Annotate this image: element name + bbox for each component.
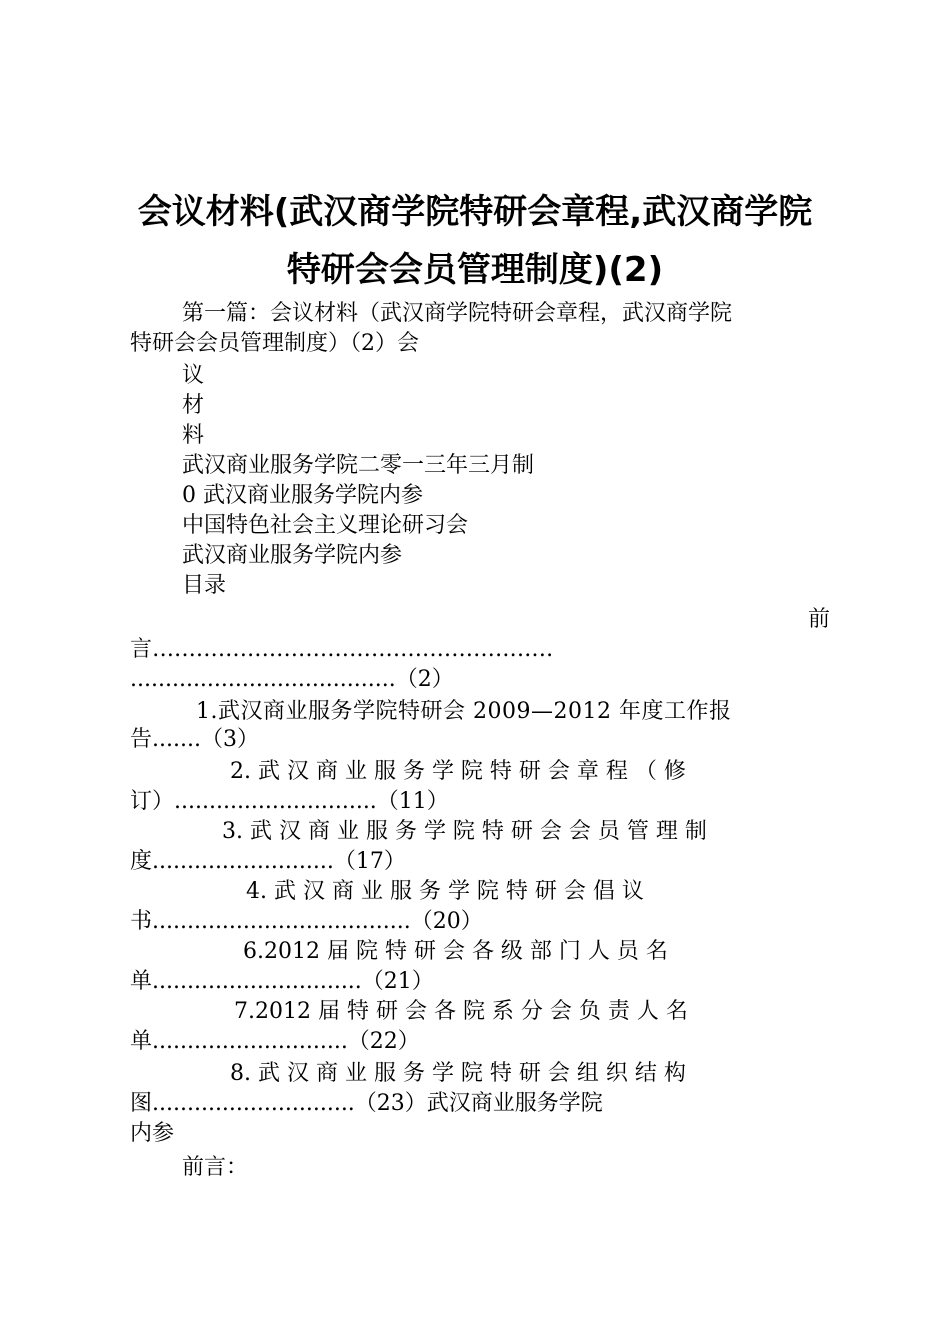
document-title-line-2: 特研会会员管理制度)(2) (286, 250, 664, 290)
toc-item-1-page: 告.......（3） (130, 727, 259, 752)
toc-item-8-page: 图.............................（23）武汉商业服务学院 (130, 1091, 603, 1116)
toc-preface-dots: 言....................................................... (130, 637, 554, 662)
toc-item-6: 6.2012 届 院 特 研 会 各 级 部 门 人 员 名 (243, 939, 668, 964)
document-title-line-1: 会议材料(武汉商学院特研会章程,武汉商学院 (137, 192, 813, 232)
cover-made-date: 武汉商业服务学院二零一三年三月制 (182, 453, 535, 478)
preface-heading: 前言： (182, 1155, 249, 1180)
cover-internal-1: 0 武汉商业服务学院内参 (182, 483, 423, 508)
intro-line-2: 特研会会员管理制度）（2）会 (130, 331, 419, 356)
cover-society-name: 中国特色社会主义理论研习会 (182, 513, 469, 538)
toc-item-1: 1.武汉商业服务学院特研会 2009—2012 年度工作报 (196, 699, 732, 724)
cover-char-yi: 议 (182, 363, 205, 388)
toc-item-2-page: 订）.............................（11） (130, 789, 449, 814)
cover-char-cai: 材 (182, 393, 205, 418)
toc-item-4: 4. 武 汉 商 业 服 务 学 院 特 研 会 倡 议 (246, 879, 644, 904)
toc-item-2: 2. 武 汉 商 业 服 务 学 院 特 研 会 章 程 （ 修 (230, 759, 686, 784)
toc-heading: 目录 (182, 573, 227, 598)
toc-preface-char: 前 (807, 607, 830, 632)
cover-internal-2: 武汉商业服务学院内参 (182, 543, 403, 568)
toc-item-4-page: 书.....................................（20） (130, 909, 483, 934)
toc-item-3-page: 度..........................（17） (130, 849, 406, 874)
toc-item-7-page: 单............................（22） (130, 1029, 420, 1054)
toc-item-7: 7.2012 届 特 研 会 各 院 系 分 会 负 责 人 名 (234, 999, 688, 1024)
toc-preface-page: ......................................（2） (130, 667, 454, 692)
intro-line-1: 第一篇：会议材料（武汉商学院特研会章程，武汉商学院 (182, 301, 733, 326)
cover-char-liao: 料 (182, 423, 205, 448)
toc-item-6-page: 单..............................（21） (130, 969, 434, 994)
toc-item-3: 3. 武 汉 商 业 服 务 学 院 特 研 会 会 员 管 理 制 (222, 819, 707, 844)
toc-item-8-continuation: 内参 (130, 1121, 175, 1146)
toc-item-8: 8. 武 汉 商 业 服 务 学 院 特 研 会 组 织 结 构 (230, 1061, 686, 1086)
